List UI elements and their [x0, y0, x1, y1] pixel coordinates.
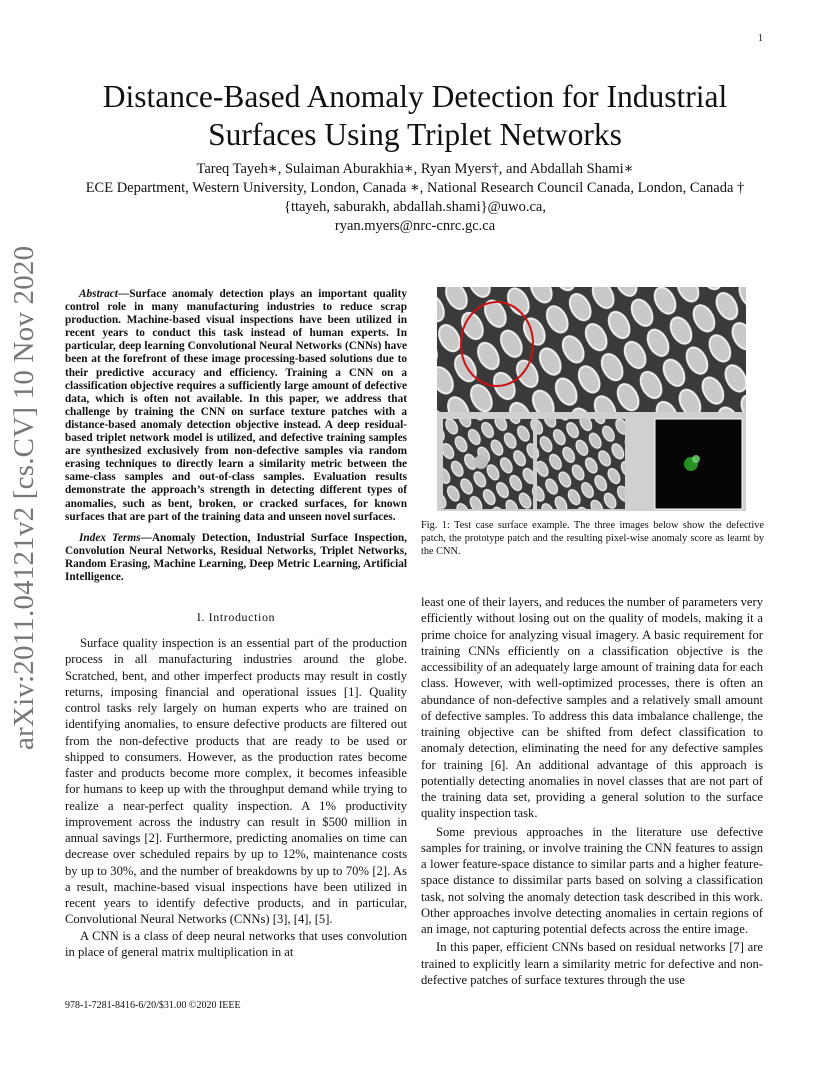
title-line-1: Distance-Based Anomaly Detection for Industrial	[102, 79, 728, 114]
arxiv-identifier: arXiv:2011.04121v2 [cs.CV] 10 Nov 2020	[8, 245, 40, 750]
defective-patch-image	[443, 419, 533, 509]
author-names: Tareq Tayeh∗, Sulaiman Aburakhia∗, Ryan Myers†, and Abdallah Shami∗	[196, 161, 634, 177]
intro-paragraph-2: A CNN is a class of deep neural networks that uses convolution in place of general matrix multiplication in at	[65, 928, 407, 959]
right-paragraph-3: In this paper, efficient CNNs based on residual networks [7] are trained to explicitly learn a similarity metric for defective and non-defective patches of surface textures through the use	[421, 940, 763, 987]
right-paragraph-2: Some previous approaches in the literature use defective samples for training, or involve training the CNN features to assign a lower feature-space distance to similar parts and a higher feature-space distance to dissimilar parts based on solving a classification task, not solving the anomaly detection task described in this work. Other approaches involve detecting anomalies in certain regions of an image, not capturing potential defects across the entire image.	[421, 824, 763, 936]
prototype-patch-image	[537, 419, 625, 509]
defect-spot	[474, 455, 488, 469]
emails-line-1: {ttayeh, saburakh, abdallah.shami}@uwo.ca,	[283, 199, 546, 215]
copyright-notice: 978-1-7281-8416-6/20/$31.00 ©2020 IEEE	[65, 1000, 241, 1011]
index-terms-label: Index Terms	[79, 531, 141, 544]
right-paragraph-1: least one of their layers, and reduces the number of parameters very efficiently without losing out on the quality of models, making it a prime choice for analyzing visual imagery. A basic requirement for training CNNs efficiently on a classification objective is the accessibility of an adequately large amount of training data for each class. However, with well-optimized processes, there is often an abundance of non-defective samples and a relatively small amount of defective samples. To address this data imbalance challenge, the training objective can be shifted from defect classification to anomaly detection, eliminating the need for any defective samples for training [6]. An additional advantage of this approach is potentially detecting anomalies in novel classes that are not part of the training data set, providing a general solution to the surface quality inspection task.	[421, 595, 763, 821]
figure-1-caption: Fig. 1: Test case surface example. The three images below show the defective patch, the prototype patch and the resulting pixel-wise anomaly score as learnt by the CNN.	[421, 520, 764, 557]
emails-line-2: ryan.myers@nrc-cnrc.gc.ca	[334, 218, 496, 234]
title-line-2: Surfaces Using Triplet Networks	[208, 117, 622, 152]
index-terms-text: —Anomaly Detection, Industrial Surface Inspection, Convolution Neural Networks, Residual Networks, Triplet Networks, Random Erasing, Machine Learning, Deep Metric Learning, Artificial Intelligence.	[65, 531, 407, 583]
anomaly-score-image	[655, 419, 742, 509]
intro-paragraph-1: Surface quality inspection is an essential part of the production process in all manufacturing industries around the globe. Scratched, bent, and other imperfect products may result in costly returns, imposing financial and operational issues [1]. Quality control tasks rely largely on human experts who are trained on identifying anomalies, to ensure defective products are filtered out from the non-defective products that are ready to be used or shipped to consumers. However, as the production rates become faster and products become more complex, it becomes infeasible for humans to keep up with the throughput demand while trying to realize a near-perfect quality inspection. A 1% productivity improvement across the industry can result in $500 million in annual savings [2]. Furthermore, predicting anomalies on time can decrease over scheduled repairs by up to 12%, maintenance costs by up to 30%, and the number of breakdowns by up to 70% [2]. As a result, machine-based visual inspections have been utilized in recent years to identify defective products, and in particular, Convolutional Neural Networks (CNNs) [3], [4], [5].	[65, 636, 407, 927]
figure-1-image	[437, 287, 746, 511]
figure-1	[437, 287, 746, 511]
abstract	[65, 288, 407, 524]
abstract-label: Abstract	[79, 288, 118, 300]
paper-title	[60, 78, 770, 154]
right-column	[421, 594, 763, 988]
section-heading-introduction: I. Introduction	[196, 610, 276, 625]
author-block	[40, 160, 790, 236]
affiliation: ECE Department, Western University, London, Canada ∗, National Research Council Canada, London, Canada †	[85, 180, 745, 196]
page-number: 1	[758, 33, 763, 44]
abstract-text: —Surface anomaly detection plays an important quality control role in many manufacturing industries to reduce scrap production. Machine-based visual inspections have been utilized in recent years to conduct this task instead of human experts. In particular, deep learning Convolutional Neural Networks (CNNs) have been at the forefront of these image processing-based solutions due to their predictive accuracy and efficiency. Training a CNN on a classification objective requires a sufficiently large amount of defective data, which is often not available. In this paper, we address that challenge by training the CNN on surface texture patches with a distance-based anomaly detection objective instead. A deep residual-based triplet network model is utilized, and defective training samples are synthesized exclusively from non-defective samples via random erasing techniques to directly learn a similarity metric between the same-class samples and out-of-class samples. Evaluation results demonstrate the approach’s strength in detecting different types of anomalies, such as bent, broken, or cracked surfaces, for known surfaces that are part of the training data and unseen novel surfaces.	[65, 288, 407, 523]
index-terms	[65, 532, 407, 584]
left-column	[65, 288, 407, 960]
